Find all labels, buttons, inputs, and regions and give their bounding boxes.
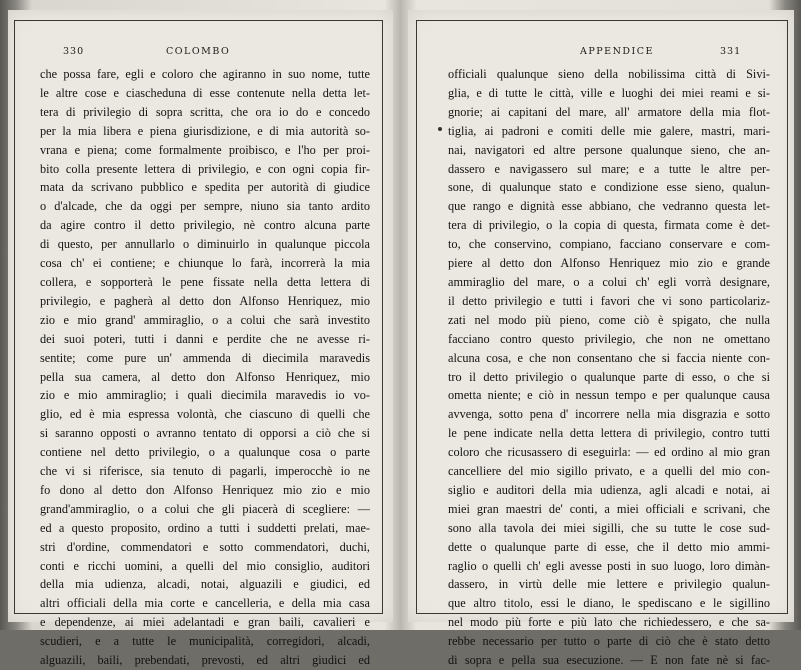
- text-line: coloro che ricusassero di eseguirla: — ed ordino al mio gran: [448, 445, 770, 460]
- right-page: [408, 10, 794, 668]
- text-line: dei suoi poteri, tutti i danni e perdite che ne avesse ri-: [40, 331, 370, 346]
- text-line: o d'alcade, che da oggi per sempre, niuno sia tanto ardito: [40, 199, 370, 214]
- text-line: zati nel modo più pieno, come ciò è spigato, che nulla: [448, 312, 770, 327]
- paper-blemish: [438, 127, 442, 131]
- text-line: cancelliere del mio sigillo privato, e a quelli del mio con-: [448, 464, 770, 479]
- text-line: facciano contro questo privilegio, che non ne omettano: [448, 331, 770, 346]
- text-line: le altre cose e ciascheduna di esse contenute nella detta let-: [40, 85, 370, 100]
- text-line: stri d'ordine, commendatori e sotto commendatori, duchi,: [40, 539, 370, 554]
- text-line: ammiraglio del mare, o a colui ch' egli vorrà designare,: [448, 274, 770, 289]
- body-text: [40, 65, 370, 670]
- text-line: piere al detto don Alfonso Henriquez mio zio e grande: [448, 256, 770, 271]
- text-line: que rango e dignità esse abbiano, che vedranno questa let-: [448, 199, 770, 214]
- text-line: e dependenze, ai miei adelantadi e gran baili, cavalieri e: [40, 615, 370, 630]
- text-line: scudieri, e a tutte le municipalità, corregidori, alcadi,: [40, 634, 370, 649]
- text-line: tiglia, ai padroni e comiti delle mie galere, mastri, mari-: [448, 123, 770, 138]
- text-line: sone, di qualunque stato e condizione esse sieno, qualun-: [448, 180, 770, 195]
- text-line: ometta niente; e ciò in nessun tempo e per qualunque causa: [448, 388, 770, 403]
- text-line: pella sua camera, al detto don Alfonso Henriquez, mio: [40, 369, 370, 384]
- text-line: tro il detto privilegio o qualunque parte di esso, o che si: [448, 369, 770, 384]
- text-line: della mia udienza, alcadi, notai, alguazili e giudici, ed: [40, 577, 370, 592]
- text-line: glia, e di tutte le città, ville e luoghi dei miei reami e si-: [448, 85, 770, 100]
- text-line: collera, e sopporterà le pene fissate nella detta lettera di: [40, 274, 370, 289]
- text-line: mata da scrivano pubblico e spedita per autorità di giudice: [40, 180, 370, 195]
- text-line: tera di privilegio, o la copia di questa, firmata come è det-: [448, 218, 770, 233]
- text-line: que altro titolo, essi le diano, le spediscano e le sigillino: [448, 596, 770, 611]
- page-number: 331: [720, 46, 742, 57]
- text-line: sono alla tavola dei miei sigilli, che su tutte le cose sud-: [448, 520, 770, 535]
- text-line: per la mia libera e piena giurisdizione, e di mia autorità so-: [40, 123, 370, 138]
- text-line: da agire contro il detto privilegio, nè contro alcuna parte: [40, 218, 370, 233]
- text-line: il detto privilegio e tutti i favori che vi sono particolariz-: [448, 293, 770, 308]
- text-line: to, che conservino, compiano, facciano conservare e com-: [448, 237, 770, 252]
- text-line: raglio o quelli ch' egli avesse posti in suo luogo, loro dimàn-: [448, 558, 770, 573]
- text-line: nai, navigatori ed altre persone qualunque sieno, che an-: [448, 142, 770, 157]
- text-line: di questo, per annullarlo o diminuirlo in qualunque piccola: [40, 237, 370, 252]
- text-line: glio, ed è mia espressa volontà, che ciascuno di quelli che: [40, 407, 370, 422]
- text-line: le pene indicate nella detta lettera di privilegio, contro tutti: [448, 426, 770, 441]
- text-line: rebbe necessario per tutto o parte di ciò che è stato detto: [448, 634, 770, 649]
- left-page: [8, 10, 393, 668]
- text-line: tera di privilegio di sopra scritta, che ora io do e concedo: [40, 104, 370, 119]
- text-line: miei gran maestri de' conti, a miei officiali e scrivani, che: [448, 501, 770, 516]
- text-line: gnorie; ai capitani del mare, all' armatore della mia flot-: [448, 104, 770, 119]
- text-line: che vi si riferisce, sia tenuto di pagarli, imperocchè io ne: [40, 464, 370, 479]
- text-line: dassero e navigassero sul mare; e a tutte le altre per-: [448, 161, 770, 176]
- running-head: COLOMBO: [166, 46, 231, 57]
- text-line: sentite; come pure un' ammenda di diecimila maravedis: [40, 350, 370, 365]
- text-line: di sopra e pella sua esecuzione. — E non fate nè si fac-: [448, 653, 770, 668]
- text-line: ed a questo proposito, ordino a tutti i suddetti prelati, mae-: [40, 520, 370, 535]
- text-line: fo dono al detto don Alfonso Henriquez mio zio e mio: [40, 482, 370, 497]
- text-line: alcuna cosa, e che non consentano che si faccia niente con-: [448, 350, 770, 365]
- running-head: APPENDICE: [580, 46, 654, 57]
- text-line: vrana e piena; come formalmente proibisco, e l'ho per proi-: [40, 142, 370, 157]
- text-line: zio e mio ammiraglio; i quali diecimila maravedis io vo-: [40, 388, 370, 403]
- text-line: cosa ch' ei contiene; e chiunque lo farà, incorrerà la mia: [40, 256, 370, 271]
- text-line: siglio e auditori della mia udienza, agli alcadi e notai, ai: [448, 482, 770, 497]
- text-line: contiene nel detto privilegio, o a qualunque cosa o parte: [40, 445, 370, 460]
- text-line: avvenga, sotto pena d' incorrere nella mia disgrazia e sotto: [448, 407, 770, 422]
- text-line: che possa fare, egli e coloro che agiranno in suo nome, tutte: [40, 67, 370, 81]
- text-line: alguazili, baili, prebendati, prevosti, ed altri giudici ed: [40, 653, 370, 668]
- text-line: zio e mio grand' ammiraglio, o a colui che sarà investito: [40, 312, 370, 327]
- text-line: conti e ricchi uomini, a quelli del mio consiglio, auditori: [40, 558, 370, 573]
- text-line: officiali qualunque sieno della nobilissima città di Sivi-: [448, 67, 770, 81]
- text-line: si saranno opposti o avranno tentato di opporsi a ciò che si: [40, 426, 370, 441]
- text-line: privilegio, e pagherà al detto don Alfonso Henriquez, mio: [40, 293, 370, 308]
- text-line: dassero, in virtù delle mie lettere e privilegio qualun-: [448, 577, 770, 592]
- page-number: 330: [63, 46, 85, 57]
- body-text: [448, 65, 770, 670]
- text-line: bito colla presente lettera di privilegio, e con ogni copia fir-: [40, 161, 370, 176]
- text-line: altri officiali della mia corte e cancelleria, e della mia casa: [40, 596, 370, 611]
- text-line: dette o qualunque parte di esse, che il detto mio ammi-: [448, 539, 770, 554]
- text-line: nel modo più forte e più lato che richiedessero, e che sa-: [448, 615, 770, 630]
- text-line: grand'ammiraglio, o a colui che gli piacerà di scegliere: —: [40, 501, 370, 516]
